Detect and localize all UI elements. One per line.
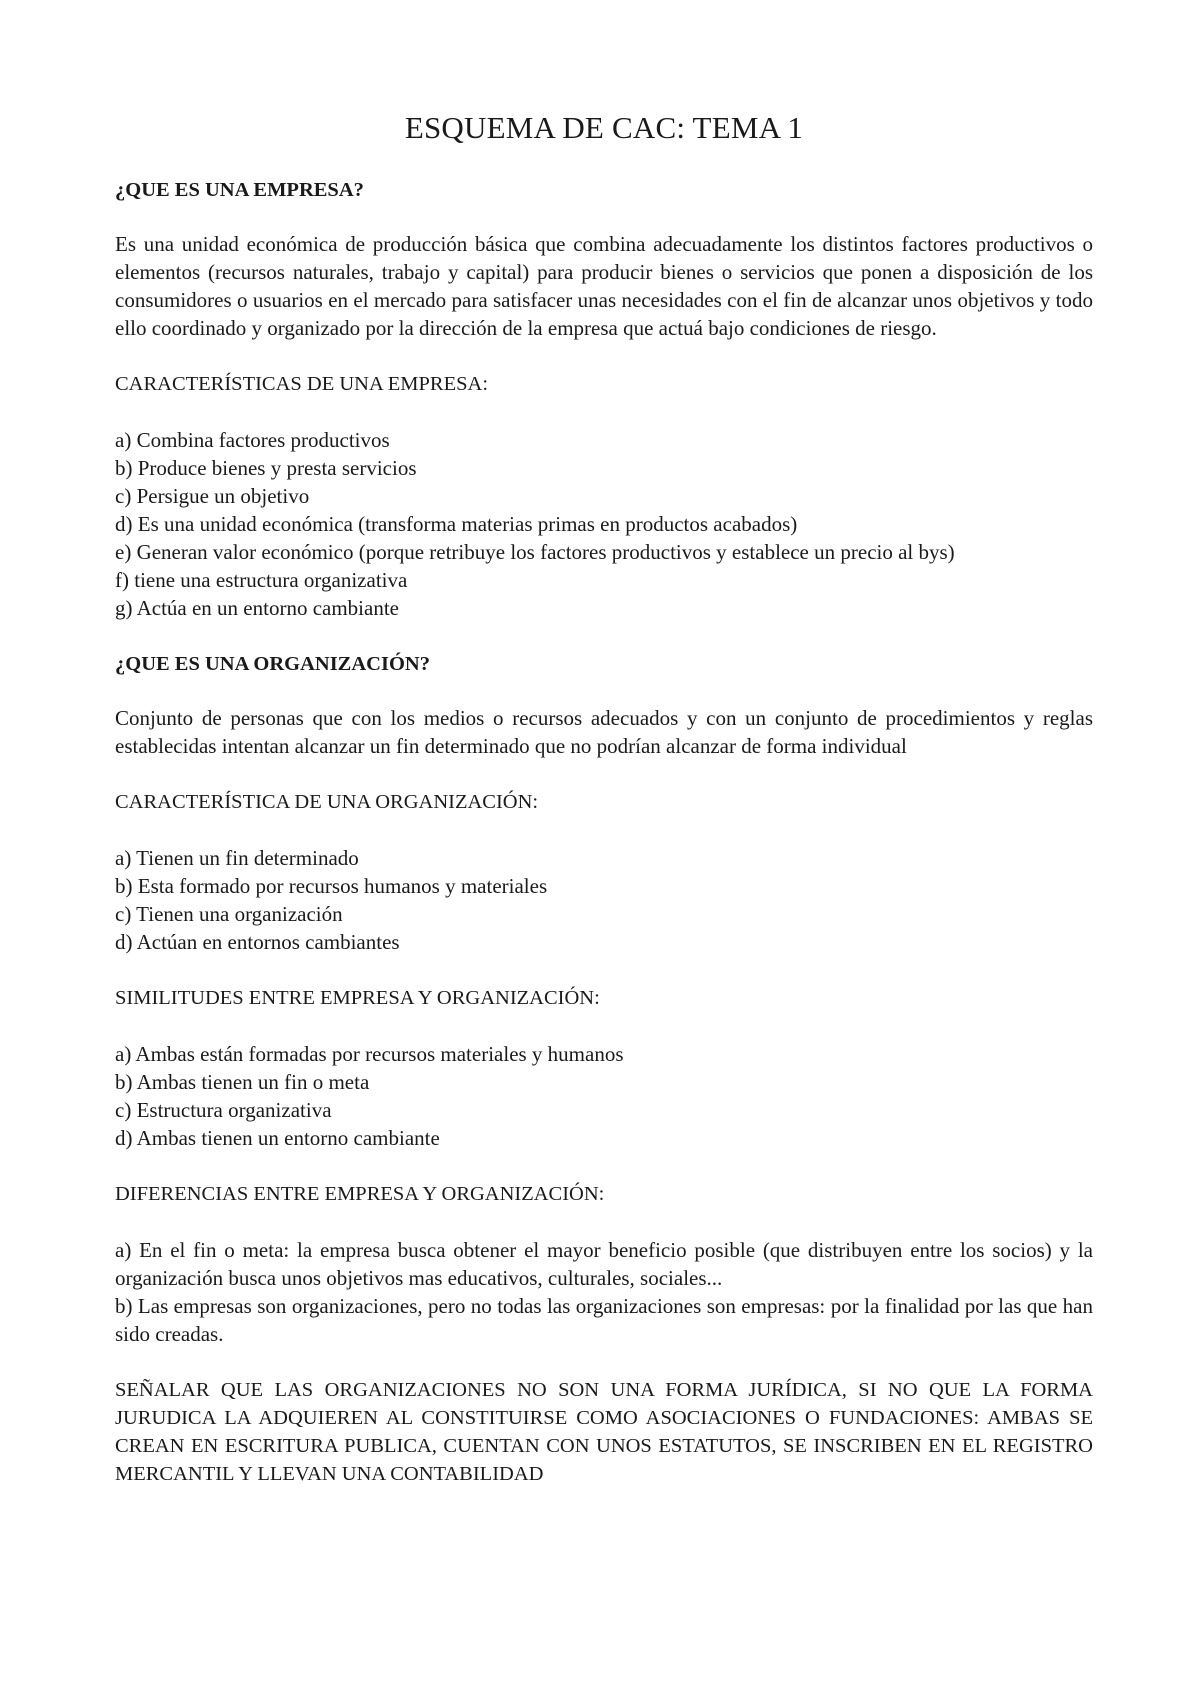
organizacion-definition: Conjunto de personas que con los medios o recursos adecuados y con un conjunto de procedimientos y reglas establecidas intentan alcanzar un fin determinado que no podrían alcanzar de forma individual: [115, 706, 1093, 758]
organizacion-characteristics-list: [115, 844, 1093, 956]
list-item: b) Las empresas son organizaciones, pero no todas las organizaciones son empresas: por la finalidad por las que han sido creadas.: [115, 1294, 1093, 1346]
list-item: b) Ambas tienen un fin o meta: [115, 1070, 370, 1094]
list-item: d) Actúan en entornos cambiantes: [115, 930, 400, 954]
similitudes-heading: SIMILITUDES ENTRE EMPRESA Y ORGANIZACIÓN:: [115, 987, 600, 1009]
empresa-characteristics-list: [115, 426, 1093, 622]
legal-form-note: SEÑALAR QUE LAS ORGANIZACIONES NO SON UNA FORMA JURÍDICA, SI NO QUE LA FORMA JURUDICA LA ADQUIEREN AL CONSTITUIRSE COMO ASOCIACIONES O FUNDACIONES: AMBAS SE CREAN EN ESCRITURA PUBLICA, CUENTAN CON UNOS ESTATUTOS, SE INSCRIBEN EN EL REGISTRO MERCANTIL Y LLEVAN UNA CONTABILIDAD: [115, 1379, 1093, 1485]
list-item: d) Es una unidad económica (transforma materias primas en productos acabados): [115, 512, 798, 536]
list-item: a) Ambas están formadas por recursos materiales y humanos: [115, 1042, 624, 1066]
similitudes-list: [115, 1040, 1093, 1152]
empresa-definition: Es una unidad económica de producción básica que combina adecuadamente los distintos factores productivos o elementos (recursos naturales, trabajo y capital) para producir bienes o servicios que ponen a disposición de los consumidores o usuarios en el mercado para satisfacer unas necesidades con el fin de alcanzar unos objetivos y todo ello coordinado y organizado por la dirección de la empresa que actuá bajo condiciones de riesgo.: [115, 232, 1093, 340]
list-item: a) Tienen un fin determinado: [115, 846, 359, 870]
empresa-question-heading: ¿QUE ES UNA EMPRESA?: [115, 179, 364, 201]
list-item: c) Tienen una organización: [115, 902, 343, 926]
list-item: b) Produce bienes y presta servicios: [115, 456, 417, 480]
empresa-characteristics-heading: CARACTERÍSTICAS DE UNA EMPRESA:: [115, 373, 489, 395]
organizacion-characteristics-heading: CARACTERÍSTICA DE UNA ORGANIZACIÓN:: [115, 791, 539, 813]
document-page: [115, 110, 1093, 1488]
list-item: c) Persigue un objetivo: [115, 484, 310, 508]
list-item: e) Generan valor económico (porque retribuye los factores productivos y establece un precio al bys): [115, 540, 955, 564]
list-item: g) Actúa en un entorno cambiante: [115, 596, 399, 620]
list-item: d) Ambas tienen un entorno cambiante: [115, 1126, 440, 1150]
list-item: a) En el fin o meta: la empresa busca obtener el mayor beneficio posible (que distribuyen entre los socios) y la organización busca unos objetivos mas educativos, culturales, sociales...: [115, 1238, 1093, 1290]
list-item: c) Estructura organizativa: [115, 1098, 332, 1122]
list-item: f) tiene una estructura organizativa: [115, 568, 408, 592]
list-item: b) Esta formado por recursos humanos y materiales: [115, 874, 548, 898]
document-title: ESQUEMA DE CAC: TEMA 1: [404, 110, 804, 145]
list-item: a) Combina factores productivos: [115, 428, 390, 452]
diferencias-list: [115, 1236, 1093, 1348]
organizacion-question-heading: ¿QUE ES UNA ORGANIZACIÓN?: [115, 653, 430, 675]
diferencias-heading: DIFERENCIAS ENTRE EMPRESA Y ORGANIZACIÓN:: [115, 1183, 605, 1205]
